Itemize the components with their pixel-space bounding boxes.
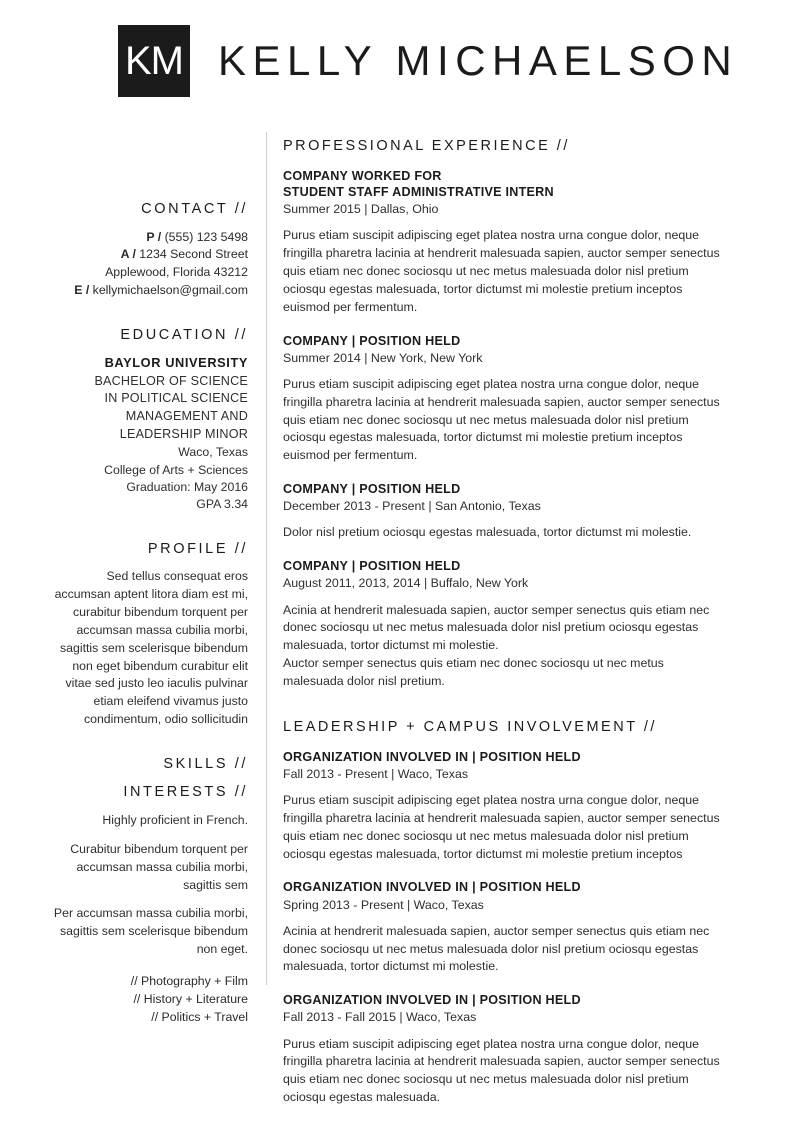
education-heading: EDUCATION //: [120, 326, 248, 343]
leadership-entry: [283, 992, 723, 1107]
entry-body: Purus etiam suscipit adipiscing eget platea nostra urna congue dolor, neque fringilla pharetra lacinia at hendrerit malesuada sapien, auctor semper senectus quis etiam nec donec sociosqu ut nec metus malesuada dolor nisl pretium ociosqu egestas malesuada.: [283, 1036, 720, 1105]
entry-title: COMPANY WORKED FOR: [283, 169, 442, 183]
interest-item: // History + Literature: [133, 991, 248, 1006]
experience-entry: [283, 168, 723, 317]
profile-heading: PROFILE //: [147, 540, 248, 557]
education-section: [48, 326, 248, 514]
leadership-heading: LEADERSHIP + CAMPUS INVOLVEMENT //: [283, 718, 657, 735]
monogram-text: KM: [125, 39, 183, 83]
experience-entry: [283, 558, 723, 691]
entry-meta: Spring 2013 - Present | Waco, Texas: [283, 897, 484, 912]
experience-entry: [283, 333, 723, 466]
entry-subtitle: STUDENT STAFF ADMINISTRATIVE INTERN: [283, 185, 554, 200]
skills-paragraph: Curabitur bibendum torquent per accumsan massa cubilia morbi, sagittis sem: [70, 841, 248, 892]
education-gpa: GPA 3.34: [196, 497, 248, 512]
contact-address-value: 1234 Second Street: [139, 247, 248, 262]
education-degree-line-3: MANAGEMENT AND: [125, 409, 248, 424]
contact-address-label: A /: [120, 247, 136, 262]
contact-email-label: E /: [74, 283, 90, 298]
skills-section: [48, 755, 248, 1026]
education-degree-line-2: IN POLITICAL SCIENCE: [104, 391, 248, 406]
interest-item: // Photography + Film: [130, 973, 248, 988]
entry-body: Purus etiam suscipit adipiscing eget platea nostra urna congue dolor, neque fringilla pharetra lacinia at hendrerit malesuada sapien, auctor semper senectus quis etiam nec donec sociosqu ut nec metus malesuada dolor nisl pretium ociosqu egestas malesuada, tortor dictumst mi molestie pretium inceptos euismod per fermentum.: [283, 376, 720, 463]
entry-meta: Fall 2013 - Present | Waco, Texas: [283, 766, 469, 781]
profile-section: [48, 540, 248, 729]
education-graduation: Graduation: May 2016: [126, 480, 248, 494]
interests-heading: INTERESTS //: [123, 784, 248, 801]
monogram-logo: [118, 25, 190, 97]
entry-body: Purus etiam suscipit adipiscing eget platea nostra urna congue dolor, neque fringilla pharetra lacinia at hendrerit malesuada sapien, auctor semper senectus quis etiam nec donec sociosqu ut nec metus malesuada dolor nisl pretium ociosqu egestas malesuada, tortor dictumst mi molestie pretium inceptos: [283, 793, 720, 861]
contact-phone: [48, 229, 248, 247]
education-college: College of Arts + Sciences: [104, 462, 248, 477]
interests-list: [48, 973, 248, 1026]
entry-meta: Fall 2013 - Fall 2015 | Waco, Texas: [283, 1010, 477, 1025]
entry-meta: Summer 2015 | Dallas, Ohio: [283, 202, 439, 217]
entry-title: ORGANIZATION INVOLVED IN | POSITION HELD: [283, 749, 581, 764]
leadership-entry: [283, 879, 723, 976]
contact-email: [48, 282, 248, 300]
education-degree-line-4: LEADERSHIP MINOR: [119, 427, 248, 442]
profile-body: Sed tellus consequat eros accumsan aptent litora diam est mi, curabitur bibendum torquent per accumsan massa cubilia morbi, sagittis sem scelerisque bibendum non eget bibendum curabitur elit vitae sed justo leo iaculis pulvinar etiam eleifend vivamus justo condimentum, odio sollicitudin: [54, 569, 248, 727]
skills-paragraph: Highly proficient in French.: [102, 813, 248, 828]
resume-header: [0, 0, 794, 122]
entry-body: Acinia at hendrerit malesuada sapien, auctor semper senectus quis etiam nec donec sociosqu ut nec metus malesuada dolor nisl pretium ociosqu egestas malesuada, tortor dictumst mi molestie.: [283, 923, 710, 974]
leadership-entry: [283, 749, 723, 864]
entry-meta: December 2013 - Present | San Antonio, Texas: [283, 499, 541, 514]
skills-paragraph: Per accumsan massa cubilia morbi, sagittis sem scelerisque bibendum non eget.: [53, 906, 248, 957]
entry-meta: August 2011, 2013, 2014 | Buffalo, New York: [283, 576, 529, 591]
contact-email-value[interactable]: kellymichaelson@gmail.com: [92, 283, 248, 298]
entry-meta: Summer 2014 | New York, New York: [283, 350, 483, 365]
contact-address-line1: [48, 246, 248, 264]
entry-title: ORGANIZATION INVOLVED IN | POSITION HELD: [283, 880, 581, 895]
entry-body-secondary: Auctor semper senectus quis etiam nec donec sociosqu ut nec metus malesuada dolor nisl pretium.: [283, 656, 664, 688]
entry-title: ORGANIZATION INVOLVED IN | POSITION HELD: [283, 993, 581, 1008]
education-school: BAYLOR UNIVERSITY: [104, 355, 248, 371]
contact-heading: CONTACT //: [141, 201, 248, 217]
entry-title: COMPANY | POSITION HELD: [283, 482, 461, 497]
section-spacer: [283, 707, 723, 719]
contact-phone-value: (555) 123 5498: [164, 229, 248, 244]
sidebar: [48, 200, 248, 1052]
page-title: KELLY MICHAELSON: [218, 37, 739, 84]
leadership-section: [283, 719, 723, 1107]
entry-body: Acinia at hendrerit malesuada sapien, auctor semper senectus quis etiam nec donec sociosqu ut nec metus malesuada dolor nisl pretium ociosqu egestas malesuada, tortor dictumst mi molestie.: [283, 602, 710, 653]
education-location: Waco, Texas: [178, 445, 248, 460]
experience-section: [283, 138, 723, 691]
education-degree-line-1: BACHELOR OF SCIENCE: [94, 373, 248, 388]
column-divider: [266, 132, 267, 985]
contact-section: [48, 200, 248, 300]
entry-title: COMPANY | POSITION HELD: [283, 333, 461, 348]
main-content: [283, 138, 723, 1123]
skills-heading: SKILLS //: [163, 755, 248, 772]
contact-address-line2: Applewood, Florida 43212: [105, 265, 248, 280]
experience-heading: PROFESSIONAL EXPERIENCE //: [283, 138, 570, 154]
interest-item: // Politics + Travel: [151, 1009, 248, 1024]
experience-entry: [283, 481, 723, 542]
entry-title: COMPANY | POSITION HELD: [283, 559, 461, 574]
entry-body: Dolor nisl pretium ociosqu egestas malesuada, tortor dictumst mi molestie.: [283, 525, 692, 540]
entry-body: Purus etiam suscipit adipiscing eget platea nostra urna congue dolor, neque fringilla pharetra lacinia at hendrerit malesuada sapien, auctor semper senectus quis etiam nec donec sociosqu ut nec metus malesuada dolor nisl pretium ociosqu egestas malesuada, tortor dictumst mi molestie pretium inceptos euismod per fermentum.: [283, 228, 720, 314]
contact-phone-label: P /: [146, 229, 162, 244]
